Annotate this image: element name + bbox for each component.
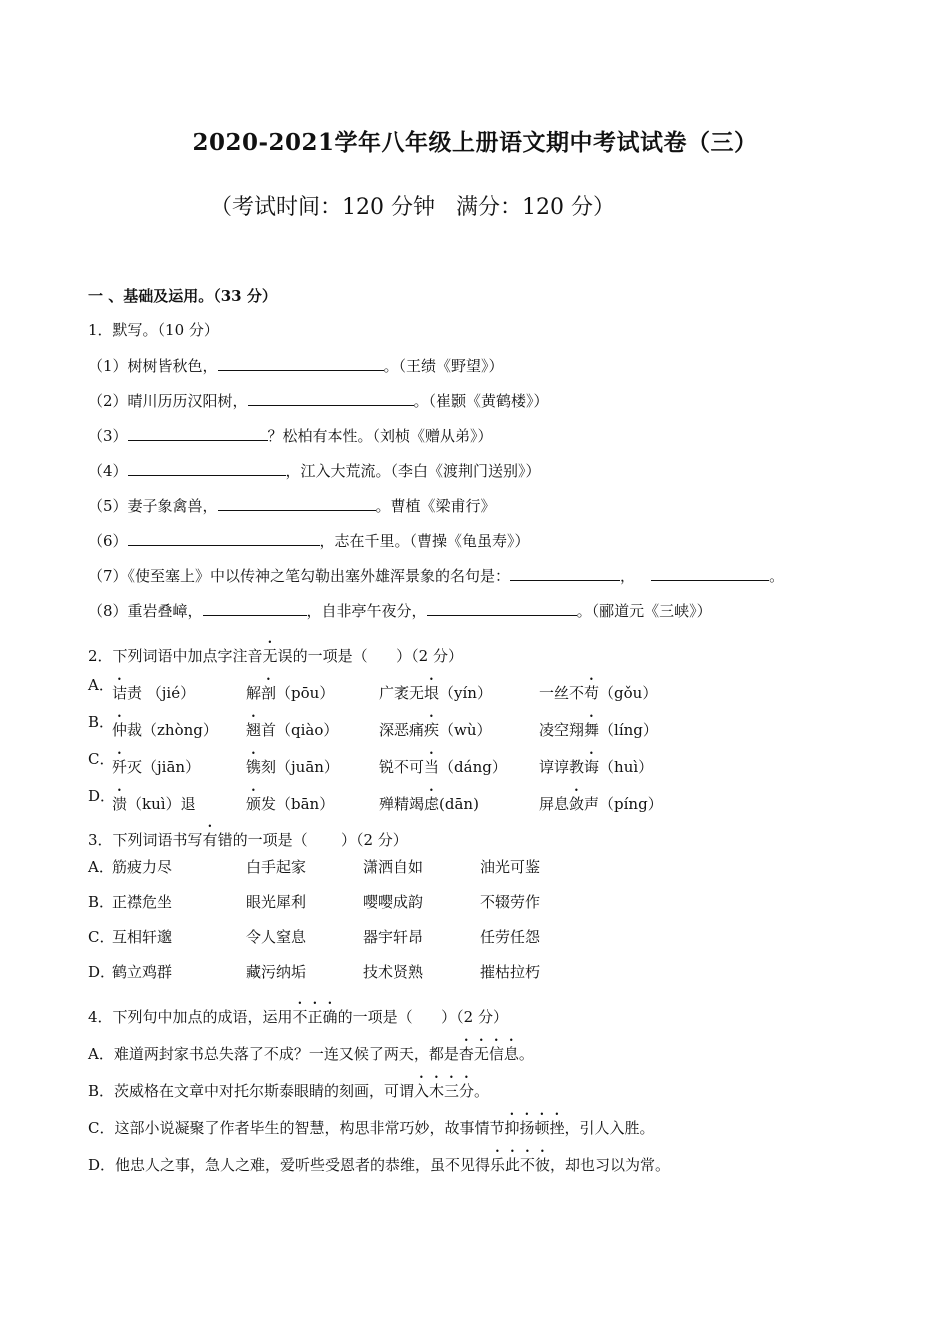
q3-word: 正襟危坐 bbox=[112, 893, 173, 911]
q2-word: 镌刻（juān） bbox=[246, 758, 339, 776]
q2-word: 广袤无垠（yín） bbox=[379, 684, 492, 702]
q3-option-b: B． 正襟危坐 眼光犀利 嘤嘤成韵 不辍劳作 bbox=[88, 893, 541, 911]
answer-blank[interactable] bbox=[510, 566, 620, 581]
q2-option-b: B． 仲裁（zhòng） 翘首（qiào） 深恶痛疾（wù） 凌空翔舞（líng） bbox=[88, 713, 658, 739]
q2-word: 翘首（qiào） bbox=[246, 721, 339, 739]
q1-item-8: （8）重岩叠嶂， ，自非亭午夜分， 。（郦道元《三峡》） bbox=[88, 602, 712, 620]
exam-title: 2020-2021学年八年级上册语文期中考试试卷（三） bbox=[192, 129, 758, 156]
q1-item-2: （2）晴川历历汉阳树， 。（崔颢《黄鹤楼》） bbox=[88, 392, 549, 410]
q2-word: 深恶痛疾（wù） bbox=[379, 721, 492, 739]
section-heading: 一 、基础及运用。（33 分） bbox=[88, 287, 277, 305]
q2-word: 歼灭（jiān） bbox=[112, 758, 201, 776]
question-1-stem: 1．默写。（10 分） bbox=[88, 321, 219, 339]
question-3-stem: 3．下列词语书写有错的一项是（ ）（2 分） bbox=[88, 831, 408, 849]
q1-item-3: （3） ？松柏有本性。（刘桢《赠从弟》） bbox=[88, 427, 493, 445]
q3-word: 器宇轩昂 bbox=[363, 928, 424, 946]
q1-item-5: （5）妻子象禽兽， 。曹植《梁甫行》 bbox=[88, 497, 496, 515]
q2-word: 殚精竭虑(dān) bbox=[379, 795, 479, 813]
answer-blank[interactable] bbox=[128, 426, 268, 441]
q1-item-1: （1）树树皆秋色， 。（王绩《野望》） bbox=[88, 357, 504, 375]
q1-item-7: （7）《使至塞上》中以传神之笔勾勒出塞外雄浑景象的名句是： ， 。 bbox=[88, 567, 785, 585]
q3-option-d: D． 鹤立鸡群 藏污纳垢 技术贤熟 摧枯拉朽 bbox=[88, 963, 541, 981]
q3-word: 嘤嘤成韵 bbox=[363, 893, 424, 911]
q4-option-d: D．他忠人之事，急人之难，爱听些受恩者的恭维，虽不见得乐此不彼，却也习以为常。 bbox=[88, 1156, 671, 1174]
question-4-stem: 4．下列句中加点的成语，运用不正确的一项是（ ）（2 分） bbox=[88, 1008, 508, 1026]
answer-blank[interactable] bbox=[128, 531, 320, 546]
question-2-stem: 2．下列词语中加点字注音无误的一项是（ ）（2 分） bbox=[88, 647, 463, 665]
answer-blank[interactable] bbox=[218, 356, 384, 371]
q3-word: 白手起家 bbox=[246, 858, 307, 876]
q3-word: 不辍劳作 bbox=[480, 893, 541, 911]
q3-word: 筋疲力尽 bbox=[112, 858, 173, 876]
exam-subtitle: （考试时间：120 分钟 满分：120 分） bbox=[210, 195, 615, 220]
q2-word: 凌空翔舞（líng） bbox=[539, 721, 658, 739]
q2-word: 屏息敛声（píng） bbox=[539, 795, 663, 813]
answer-blank[interactable] bbox=[651, 566, 769, 581]
q3-word: 互相轩邈 bbox=[112, 928, 173, 946]
q3-word: 油光可鉴 bbox=[480, 858, 541, 876]
q3-word: 摧枯拉朽 bbox=[480, 963, 541, 981]
q3-option-c: C． 互相轩邈 令人窒息 器宇轩昂 任劳任怨 bbox=[88, 928, 541, 946]
answer-blank[interactable] bbox=[128, 461, 286, 476]
q3-option-a: A． 筋疲力尽 白手起家 潇洒自如 油光可鉴 bbox=[88, 858, 541, 876]
q4-option-b: B．茨威格在文章中对托尔斯泰眼睛的刻画，可谓入木三分。 bbox=[88, 1082, 490, 1100]
q3-word: 技术贤熟 bbox=[363, 963, 424, 981]
answer-blank[interactable] bbox=[218, 496, 376, 511]
q2-option-a: A． 诘责 （jié） 解剖（pōu） 广袤无垠（yín） 一丝不苟（gǒu） bbox=[88, 676, 658, 702]
q2-word: 谆谆教诲（huì） bbox=[539, 758, 654, 776]
q1-item-4: （4） ，江入大荒流。（李白《渡荆门送别》） bbox=[88, 462, 541, 480]
q2-word: 锐不可当（dáng） bbox=[379, 758, 507, 776]
answer-blank[interactable] bbox=[203, 601, 307, 616]
q3-word: 鹤立鸡群 bbox=[112, 963, 173, 981]
q2-word: 一丝不苟（gǒu） bbox=[539, 684, 658, 702]
q2-word: 诘责 （jié） bbox=[112, 684, 196, 702]
q2-word: 溃（kuì）退 bbox=[112, 795, 196, 813]
q2-word: 颁发（bān） bbox=[246, 795, 335, 813]
answer-blank[interactable] bbox=[248, 391, 414, 406]
q3-word: 眼光犀利 bbox=[246, 893, 307, 911]
q2-option-d: D． 溃（kuì）退 颁发（bān） 殚精竭虑(dān) 屏息敛声（píng） bbox=[88, 787, 663, 813]
q2-word: 解剖（pōu） bbox=[246, 684, 335, 702]
q3-word: 藏污纳垢 bbox=[246, 963, 307, 981]
q3-word: 任劳任怨 bbox=[480, 928, 541, 946]
q2-option-c: C． 歼灭（jiān） 镌刻（juān） 锐不可当（dáng） 谆谆教诲（huì） bbox=[88, 750, 654, 776]
answer-blank[interactable] bbox=[427, 601, 577, 616]
q4-option-c: C．这部小说凝聚了作者毕生的智慧，构思非常巧妙，故事情节抑扬顿挫，引人入胜。 bbox=[88, 1119, 655, 1137]
q3-word: 潇洒自如 bbox=[363, 858, 424, 876]
q4-option-a: A．难道两封家书总失落了不成？一连又候了两天，都是杳无信息。 bbox=[88, 1045, 534, 1063]
q1-item-6: （6） ，志在千里。（曹操《龟虽寿》） bbox=[88, 532, 530, 550]
q3-word: 令人窒息 bbox=[246, 928, 307, 946]
q2-word: 仲裁（zhòng） bbox=[112, 721, 218, 739]
